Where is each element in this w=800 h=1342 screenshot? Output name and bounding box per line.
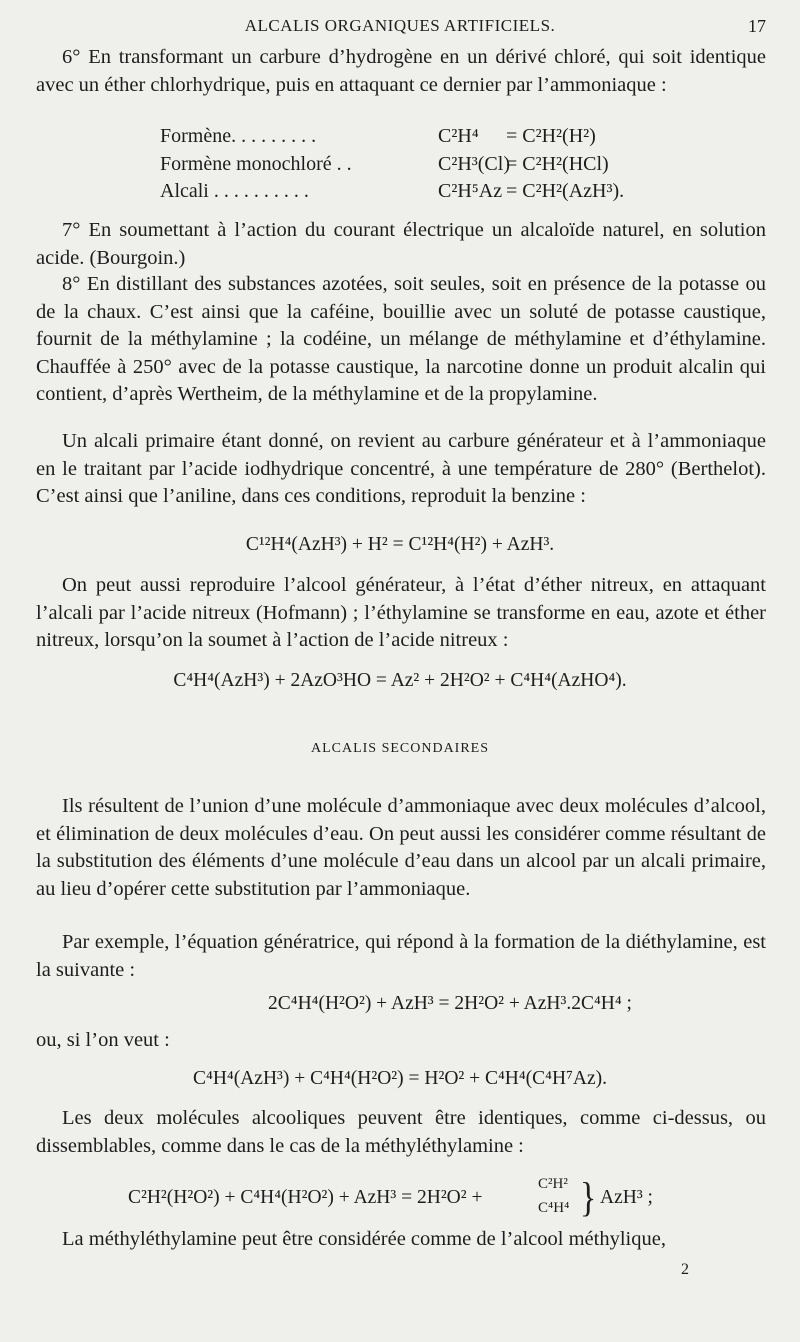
brace-symbol: }	[580, 1176, 597, 1221]
page-number: 17	[748, 16, 766, 36]
equation-5-bottom-group: C⁴H⁴	[538, 1200, 570, 1216]
paragraph-9: Un alcali primaire étant donné, on revient au carbure générateur et à l’ammoniaque en le traitant par l’acide iodhydrique concentré, à une température de 280° (Berthelot). C’est ainsi que l’aniline, dans ces conditions, reproduit la benzine :	[36, 430, 766, 508]
paragraph-14: Les deux molécules alcooliques peuvent être identiques, comme ci-dessus, ou dissemblables, comme dans le cas de la méthyléthylamine :	[36, 1107, 766, 1157]
paragraph-11: Ils résultent de l’union d’une molécule d’ammoniaque avec deux molécules d’alcool, et élimination de deux molécules d’eau. On peut aussi les considérer comme résultant de la substitution des éléments d’une molécule d’eau dans un alcool par un alcali primaire, au lieu d’opérer cette substitution par l’ammoniaque.	[36, 795, 766, 900]
paragraph-15: La méthyléthylamine peut être considérée comme de l’alcool méthylique,	[62, 1228, 666, 1250]
equation-4: C⁴H⁴(AzH³) + C⁴H⁴(H²O²) = H²O² + C⁴H⁴(C⁴H⁷Az).	[193, 1068, 607, 1089]
header-title: ALCALIS ORGANIQUES ARTIFICIELS.	[244, 16, 556, 35]
equation-5-left: C²H²(H²O²) + C⁴H⁴(H²O²) + AzH³ = 2H²O² +	[128, 1187, 483, 1208]
equation-5-top-group: C²H²	[538, 1176, 568, 1192]
equation-3: 2C⁴H⁴(H²O²) + AzH³ = 2H²O² + AzH³.2C⁴H⁴ ;	[268, 993, 632, 1014]
compound-equivalent: = C²H²(HCl)	[506, 152, 609, 175]
compound-formula: C²H⁴	[438, 125, 479, 147]
compound-equivalent: = C²H²(H²)	[506, 125, 596, 147]
equation-2: C⁴H⁴(AzH³) + 2AzO³HO = Az² + 2H²O² + C⁴H⁴(AzHO⁴).	[173, 670, 627, 691]
paragraph-13: ou, si l’on veut :	[36, 1029, 170, 1051]
running-header	[0, 12, 800, 40]
paragraph-8: 8° En distillant des substances azotées, soit seules, soit en présence de la potasse ou de la chaux. C’est ainsi que la caféine, bouillie avec un soluté de potasse caustique, fournit de la méthylamine ; la codéine, un mélange de méthylamine et d’éthylamine. Chauffée à 250° avec de la potasse caustique, la narcotine donne un produit alcalin qui contient, d’après Wertheim, de la méthylamine et de la propylamine.	[36, 273, 766, 406]
compound-name: Alcali . . . . . . . . . .	[160, 180, 309, 202]
equation-5-right: AzH³ ;	[600, 1187, 653, 1208]
paragraph-12: Par exemple, l’équation génératrice, qui répond à la formation de la diéthylamine, est la suivante :	[36, 931, 766, 981]
paragraph-10: On peut aussi reproduire l’alcool générateur, à l’état d’éther nitreux, en attaquant l’alcali par l’acide nitreux (Hofmann) ; l’éthylamine se transforme en eau, azote et éther nitreux, lorsqu’on la soumet à l’action de l’acide nitreux :	[36, 574, 766, 652]
paragraph-6: 6° En transformant un carbure d’hydrogène en un dérivé chloré, qui soit identique avec un éther chlorhydrique, puis en attaquant ce dernier par l’ammoniaque :	[36, 46, 766, 96]
compound-equivalent: = C²H²(AzH³).	[506, 180, 625, 202]
compound-name: Formène. . . . . . . . .	[160, 125, 317, 147]
compound-formula: C²H³(Cl)	[438, 152, 510, 175]
compound-name: Formène monochloré . .	[160, 152, 352, 175]
signature-mark: 2	[681, 1261, 689, 1278]
equation-1: C¹²H⁴(AzH³) + H² = C¹²H⁴(H²) + AzH³.	[245, 534, 555, 555]
paragraph-7: 7° En soumettant à l’action du courant électrique un alcaloïde naturel, en solution acide. (Bourgoin.)	[36, 219, 766, 269]
compound-formula: C²H⁵Az	[438, 180, 503, 202]
section-heading: ALCALIS SECONDAIRES	[310, 741, 490, 756]
